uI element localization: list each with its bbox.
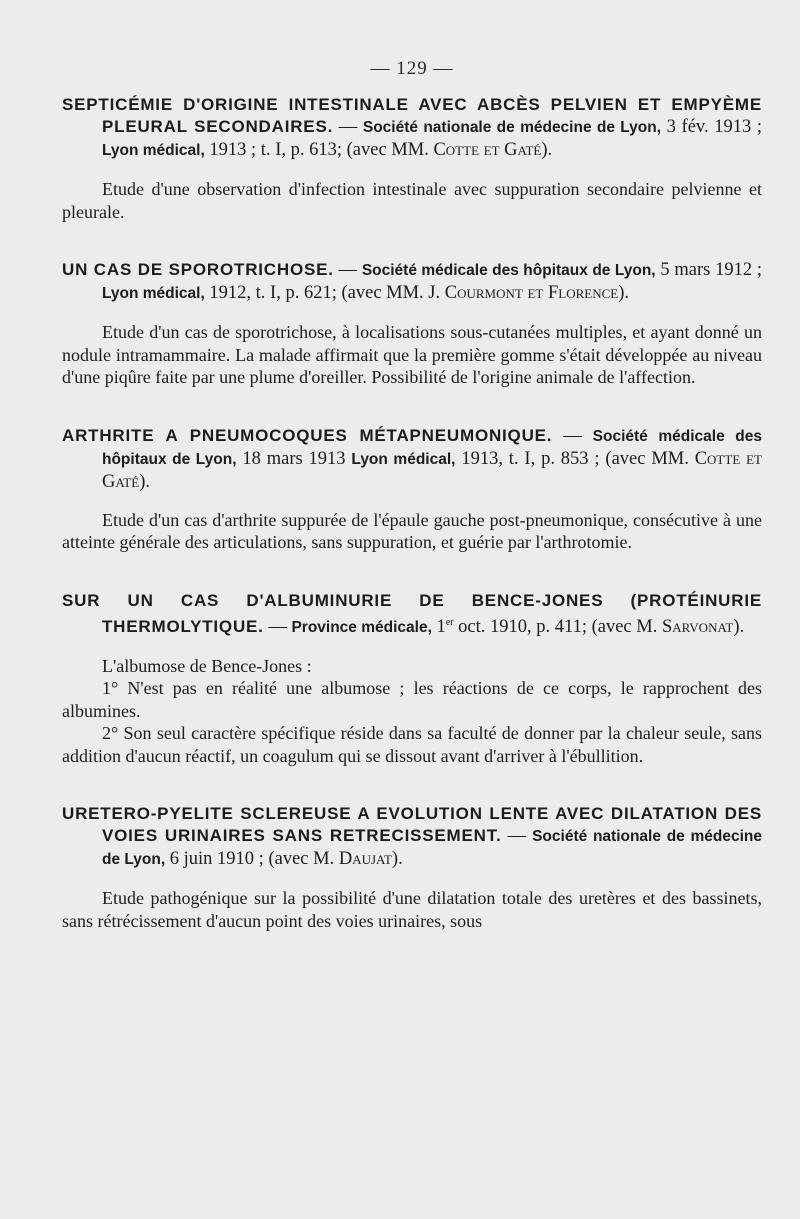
- entry-title: SUR UN CAS D'ALBUMINURIE DE BENCE-JONES (PROTÉINURIE THERMOLYTIQUE.: [62, 590, 762, 636]
- bibliography-entry: [62, 590, 762, 768]
- entry-reference: ARTHRITE A PNEUMOCOQUES MÉTAPNEUMONIQUE. — Société médicale des hôpitaux de Lyon, 18 mars 1913 Lyon médical, 1913, t. I, p. 853 ; (avec MM. Cotte et Gaté).: [62, 425, 762, 492]
- entry-journal: Province médicale,: [291, 618, 432, 636]
- bibliography-entry: [62, 803, 762, 932]
- entry-authors: Sarvonat: [661, 616, 734, 637]
- entry-summary: [62, 178, 762, 223]
- entry-society: Société nationale de médecine de Lyon,: [102, 828, 762, 869]
- entry-summary: [62, 655, 762, 768]
- summary-paragraph: 1° N'est pas en réalité une albumose ; les réactions de ce corps, le rapprochent des albumines.: [62, 678, 762, 721]
- entry-title: UN CAS DE SPOROTRICHOSE.: [62, 260, 334, 279]
- entry-summary: [62, 887, 762, 932]
- entry-society: Société nationale de médecine de Lyon,: [362, 119, 662, 136]
- entry-title: ARTHRITE A PNEUMOCOQUES MÉTAPNEUMONIQUE.: [62, 425, 553, 445]
- entry-society: Société médicale des hôpitaux de Lyon,: [102, 427, 762, 468]
- entry-journal: Lyon médical,: [351, 450, 456, 468]
- entry-authors: Cotte et Gaté: [433, 140, 542, 160]
- entry-authors: Courmont et Florence: [444, 283, 619, 303]
- entry-title: SEPTICÉMIE D'ORIGINE INTESTINALE AVEC ABCÈS PELVIEN ET EMPYÈME PLEURAL SECONDAIRES.: [62, 95, 762, 136]
- summary-paragraph: Etude d'une observation d'infection intestinale avec suppuration secondaire pelvienne et pleurale.: [62, 179, 762, 222]
- entry-journal: Lyon médical,: [102, 142, 205, 159]
- summary-paragraph: Etude d'un cas d'arthrite suppurée de l'épaule gauche post-pneumonique, consécutive à une atteinte générale des articulations, sans suppuration, et guérie par l'arthrotomie.: [62, 509, 762, 552]
- summary-paragraph: L'albumose de Bence-Jones :: [102, 655, 312, 676]
- summary-paragraph: Etude pathogénique sur la possibilité d'une dilatation totale des uretères et des bassinets, sans rétrécissement d'aucun point des voies urinaires, sous: [62, 888, 762, 931]
- entry-summary: [62, 509, 762, 554]
- entry-authors: Daujat: [338, 849, 392, 870]
- entry-journal: Lyon médical,: [102, 285, 205, 302]
- entry-reference: UN CAS DE SPOROTRICHOSE. — Société médicale des hôpitaux de Lyon, 5 mars 1912 ; Lyon médical, 1912, t. I, p. 621; (avec MM. J. Courmont et Florence).: [62, 260, 762, 303]
- entry-reference: SUR UN CAS D'ALBUMINURIE DE BENCE-JONES (PROTÉINURIE THERMOLYTIQUE. — Province médicale, 1er oct. 1910, p. 411; (avec M. Sarvonat).: [62, 590, 762, 637]
- summary-paragraph: 2° Son seul caractère spécifique réside dans sa faculté de donner par la chaleur seule, sans addition d'aucun réactif, un coagulum qui se dissout avant d'arriver à l'ébullition.: [62, 723, 762, 766]
- entry-reference: SEPTICÉMIE D'ORIGINE INTESTINALE AVEC ABCÈS PELVIEN ET EMPYÈME PLEURAL SECONDAIRES. — Société nationale de médecine de Lyon, 3 fév. 1913 ; Lyon médical, 1913 ; t. I, p. 613; (avec MM. Cotte et Gaté).: [62, 95, 762, 160]
- bibliography-entry: [62, 425, 762, 554]
- page-number: — 129 —: [370, 58, 454, 79]
- bibliography-entry: [62, 94, 762, 223]
- entry-summary: [62, 321, 762, 389]
- bibliography-entry: [62, 259, 762, 389]
- entry-title: URETERO-PYELITE SCLEREUSE A EVOLUTION LENTE AVEC DILATATION DES VOIES URINAIRES SANS RETRECISSEMENT.: [62, 804, 762, 846]
- entry-reference: URETERO-PYELITE SCLEREUSE A EVOLUTION LENTE AVEC DILATATION DES VOIES URINAIRES SANS RETRECISSEMENT. — Société nationale de médecine de Lyon, 6 juin 1910 ; (avec M. Daujat).: [62, 804, 762, 870]
- summary-paragraph: Etude d'un cas de sporotrichose, à localisations sous-cutanées multiples, et ayant donné un nodule intramammaire. La malade affirmait que la première gomme s'était développée au niveau d'une piqûre faite par une plume d'oreiller. Possibilité de l'origine animale de l'affection.: [62, 322, 762, 387]
- entry-authors: Cotte et Gaté: [102, 448, 762, 492]
- entry-society: Société médicale des hôpitaux de Lyon,: [361, 262, 656, 279]
